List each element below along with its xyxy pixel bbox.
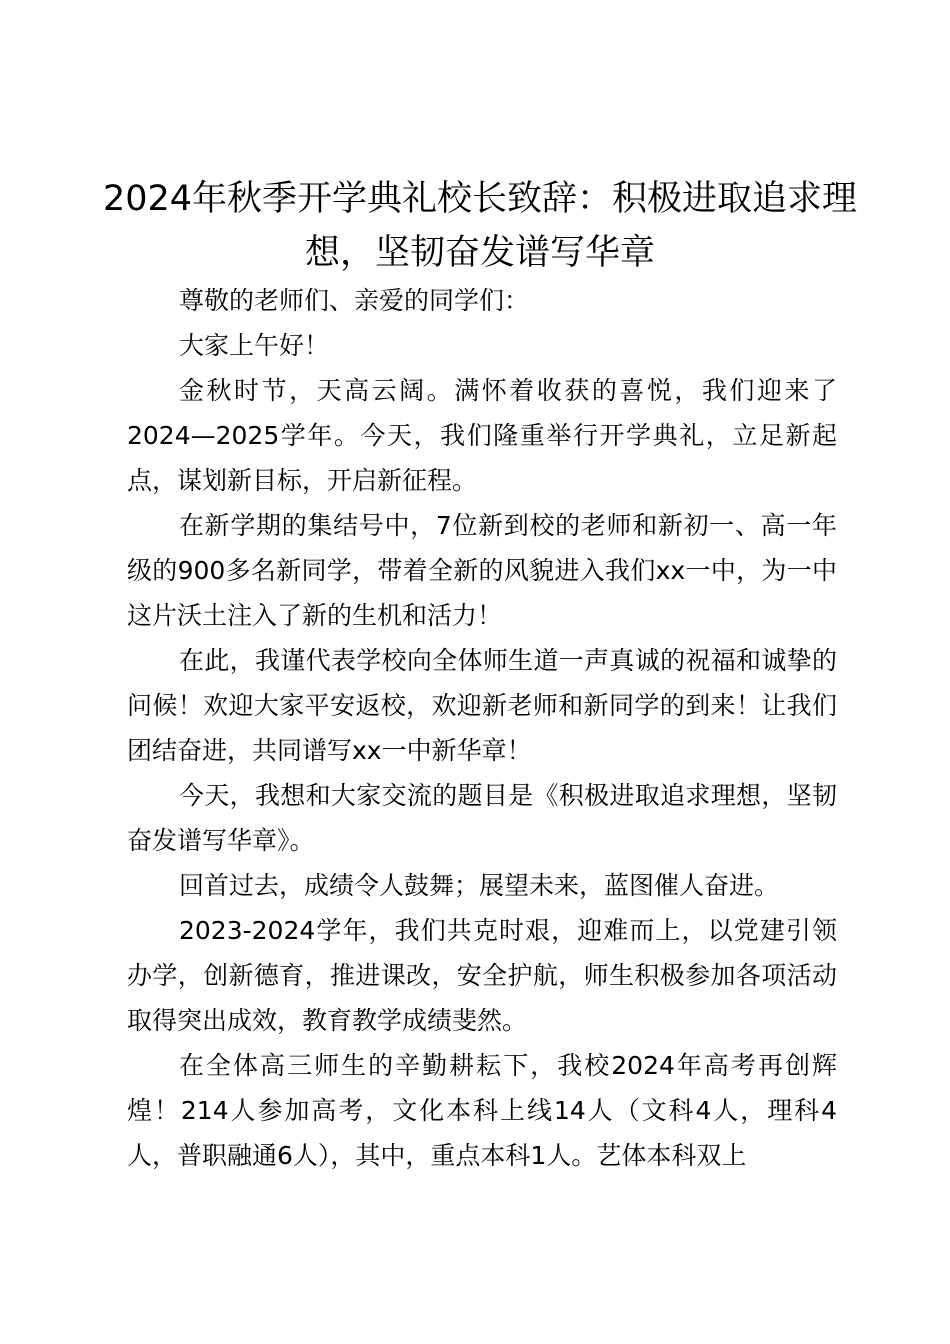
document-title: 2024年秋季开学典礼校长致辞：积极进取追求理想，坚韧奋发谱写华章	[102, 179, 858, 273]
body-paragraph: 在此，我谨代表学校向全体师生道一声真诚的祝福和诚挚的问候！欢迎大家平安返校，欢迎新老师和新同学的到来！让我们团结奋进，共同谱写xx一中新华章！	[127, 646, 837, 765]
document-body	[127, 278, 837, 1178]
body-paragraph: 在新学期的集结号中，7位新到校的老师和新初一、高一年级的900多名新同学，带着全新的风貌进入我们xx一中，为一中这片沃土注入了新的生机和活力！	[127, 511, 837, 630]
body-paragraph: 金秋时节，天高云阔。满怀着收获的喜悦，我们迎来了2024—2025学年。今天，我们隆重举行开学典礼，立足新起点，谋划新目标，开启新征程。	[127, 376, 837, 495]
body-paragraph: 在全体高三师生的辛勤耕耘下，我校2024年高考再创辉煌！214人参加高考，文化本科上线14人（文科4人，理科4人，普职融通6人），其中，重点本科1人。艺体本科双上	[127, 1051, 837, 1170]
greeting-paragraph: 大家上午好！	[179, 331, 330, 360]
body-paragraph: 今天，我想和大家交流的题目是《积极进取追求理想，坚韧奋发谱写华章》。	[127, 781, 837, 855]
body-paragraph: 回首过去，成绩令人鼓舞；展望未来，蓝图催人奋进。	[179, 871, 780, 900]
body-paragraph: 2023-2024学年，我们共克时艰，迎难而上，以党建引领办学，创新德育，推进课改，安全护航，师生积极参加各项活动取得突出成效，教育教学成绩斐然。	[127, 916, 837, 1035]
salutation-paragraph: 尊敬的老师们、亲爱的同学们：	[179, 286, 530, 315]
